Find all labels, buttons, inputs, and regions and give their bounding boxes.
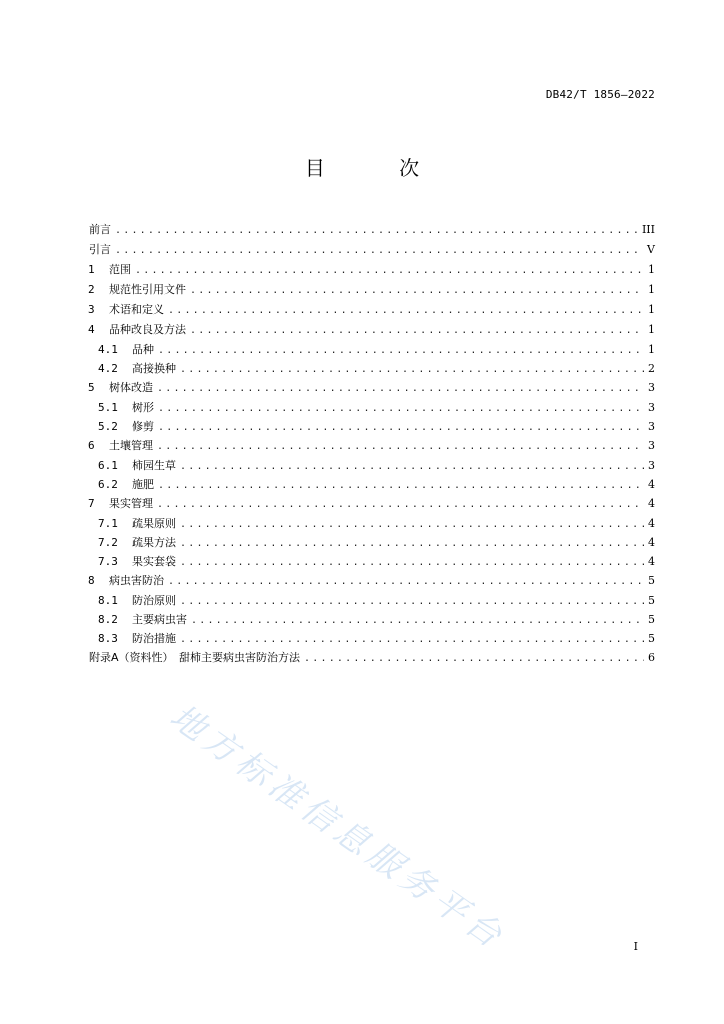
toc-entry[interactable] [88, 475, 655, 494]
toc-entry-number: 6 [88, 439, 95, 452]
toc-entry[interactable] [88, 300, 655, 320]
toc-entry-number: 5 [88, 381, 95, 394]
toc-entry[interactable] [88, 648, 655, 668]
toc-dot-leader [158, 418, 644, 437]
toc-dot-leader [158, 476, 644, 495]
toc-entry-page: 3 [648, 439, 655, 452]
toc-entry-page: 5 [648, 632, 655, 645]
toc-dot-leader [180, 515, 644, 534]
toc-dot-leader [190, 321, 644, 341]
toc-entry-number: 8.3 [98, 632, 118, 645]
toc-entry-label: 范围 [109, 263, 131, 276]
toc-entry[interactable] [88, 456, 655, 475]
toc-entry-label: 防治原则 [132, 594, 176, 607]
toc-dot-leader [190, 281, 644, 301]
toc-entry-page: 5 [648, 574, 655, 587]
toc-entry-label: 前言 [89, 223, 111, 236]
toc-dot-leader [180, 457, 644, 476]
toc-entry-label: 果实管理 [109, 497, 153, 510]
toc-entry[interactable] [88, 436, 655, 456]
toc-entry-label: 疏果方法 [132, 536, 176, 549]
toc-entry-page: 6 [648, 651, 655, 664]
toc-entry-number: 4.2 [98, 362, 118, 375]
toc-entry-page: 3 [648, 401, 655, 414]
toc-entry[interactable] [88, 398, 655, 417]
toc-entry[interactable] [88, 280, 655, 300]
toc-dot-leader [157, 437, 644, 457]
toc-entry[interactable] [88, 340, 655, 359]
toc-entry[interactable] [88, 494, 655, 514]
toc-entry-label: 疏果原则 [132, 517, 176, 530]
toc-entry-label: 土壤管理 [109, 439, 153, 452]
toc-entry-page: 2 [648, 362, 655, 375]
toc-entry[interactable] [88, 240, 655, 260]
toc-entry-label: 树形 [132, 401, 154, 414]
toc-entry[interactable] [88, 378, 655, 398]
toc-entry-number: 8.2 [98, 613, 118, 626]
toc-dot-leader [180, 360, 644, 379]
toc-dot-leader [180, 592, 644, 611]
toc-entry-label: 引言 [89, 243, 111, 256]
toc-dot-leader [168, 572, 644, 592]
toc-dot-leader [157, 495, 644, 515]
toc-entry[interactable] [88, 610, 655, 629]
toc-dot-leader [180, 553, 644, 572]
toc-entry-number: 4.1 [98, 343, 118, 356]
toc-entry-page: 1 [648, 323, 655, 336]
toc-entry-label: 品种改良及方法 [109, 323, 186, 336]
toc-dot-leader [180, 630, 644, 649]
toc-entry-number: 7.2 [98, 536, 118, 549]
toc-entry-number: 8 [88, 574, 95, 587]
watermark: 地方标准信息服务平台 [162, 696, 514, 959]
toc-entry-page: 4 [648, 517, 655, 530]
toc-dot-leader [168, 301, 644, 321]
toc-entry-page: 3 [648, 420, 655, 433]
toc-entry[interactable] [88, 571, 655, 591]
toc-entry[interactable] [88, 320, 655, 340]
toc-entry-page: 5 [648, 594, 655, 607]
toc-entry-label: 修剪 [132, 420, 154, 433]
toc-dot-leader [115, 221, 638, 241]
toc-entry-number: 8.1 [98, 594, 118, 607]
toc-entry-label: 柿园生草 [132, 459, 176, 472]
toc-entry-label: 品种 [132, 343, 154, 356]
toc-entry[interactable] [88, 260, 655, 280]
toc-entry-label: 施肥 [132, 478, 154, 491]
toc-entry-label: 果实套袋 [132, 555, 176, 568]
toc-entry-number: 6.1 [98, 459, 118, 472]
toc-entry-number: 5.2 [98, 420, 118, 433]
toc-entry[interactable] [88, 220, 655, 240]
toc-entry-number: 3 [88, 303, 95, 316]
toc-entry-label: 附录A（资料性） 甜柿主要病虫害防治方法 [89, 651, 301, 664]
toc-entry-label: 病虫害防治 [109, 574, 164, 587]
toc-dot-leader [157, 379, 644, 399]
toc-dot-leader [158, 341, 644, 360]
toc-entry-number: 7 [88, 497, 95, 510]
toc-entry-label: 高接换种 [132, 362, 176, 375]
toc-entry-page: 3 [648, 381, 655, 394]
toc-entry-page: 4 [648, 497, 655, 510]
toc-dot-leader [135, 261, 644, 281]
toc-entry-number: 7.1 [98, 517, 118, 530]
toc-entry[interactable] [88, 629, 655, 648]
toc-entry[interactable] [88, 359, 655, 378]
toc-entry-label: 术语和定义 [109, 303, 164, 316]
toc-entry-label: 规范性引用文件 [109, 283, 186, 296]
toc-entry-number: 5.1 [98, 401, 118, 414]
toc-dot-leader [304, 649, 644, 669]
toc-entry[interactable] [88, 533, 655, 552]
toc-dot-leader [115, 241, 643, 261]
toc-entry-page: 1 [648, 343, 655, 356]
toc-entry-number: 2 [88, 283, 95, 296]
toc-dot-leader [180, 534, 644, 553]
toc-entry-page: 5 [648, 613, 655, 626]
toc-entry-page: 3 [648, 459, 655, 472]
toc-entry-page: 4 [648, 478, 655, 491]
toc-entry-page: III [641, 223, 655, 236]
toc-entry-label: 防治措施 [132, 632, 176, 645]
toc-entry[interactable] [88, 552, 655, 571]
toc-entry-number: 1 [88, 263, 95, 276]
toc-dot-leader [191, 611, 644, 630]
toc-entry-page: V [647, 243, 655, 256]
toc-entry-label: 树体改造 [109, 381, 153, 394]
standard-code: DB42/T 1856—2022 [545, 88, 655, 101]
toc-entry[interactable] [88, 514, 655, 533]
toc-entry-number: 6.2 [98, 478, 118, 491]
table-of-contents [88, 220, 655, 668]
toc-entry-number: 7.3 [98, 555, 118, 568]
toc-entry-page: 1 [648, 263, 655, 276]
toc-entry-page: 4 [648, 536, 655, 549]
toc-entry[interactable] [88, 417, 655, 436]
toc-dot-leader [158, 399, 644, 418]
toc-entry-label: 主要病虫害 [132, 613, 187, 626]
toc-entry-page: 4 [648, 555, 655, 568]
toc-entry-page: 1 [648, 283, 655, 296]
toc-entry-number: 4 [88, 323, 95, 336]
toc-entry-page: 1 [648, 303, 655, 316]
toc-entry[interactable] [88, 591, 655, 610]
page-number: I [633, 940, 638, 953]
page-title: 目 次 [304, 156, 454, 180]
